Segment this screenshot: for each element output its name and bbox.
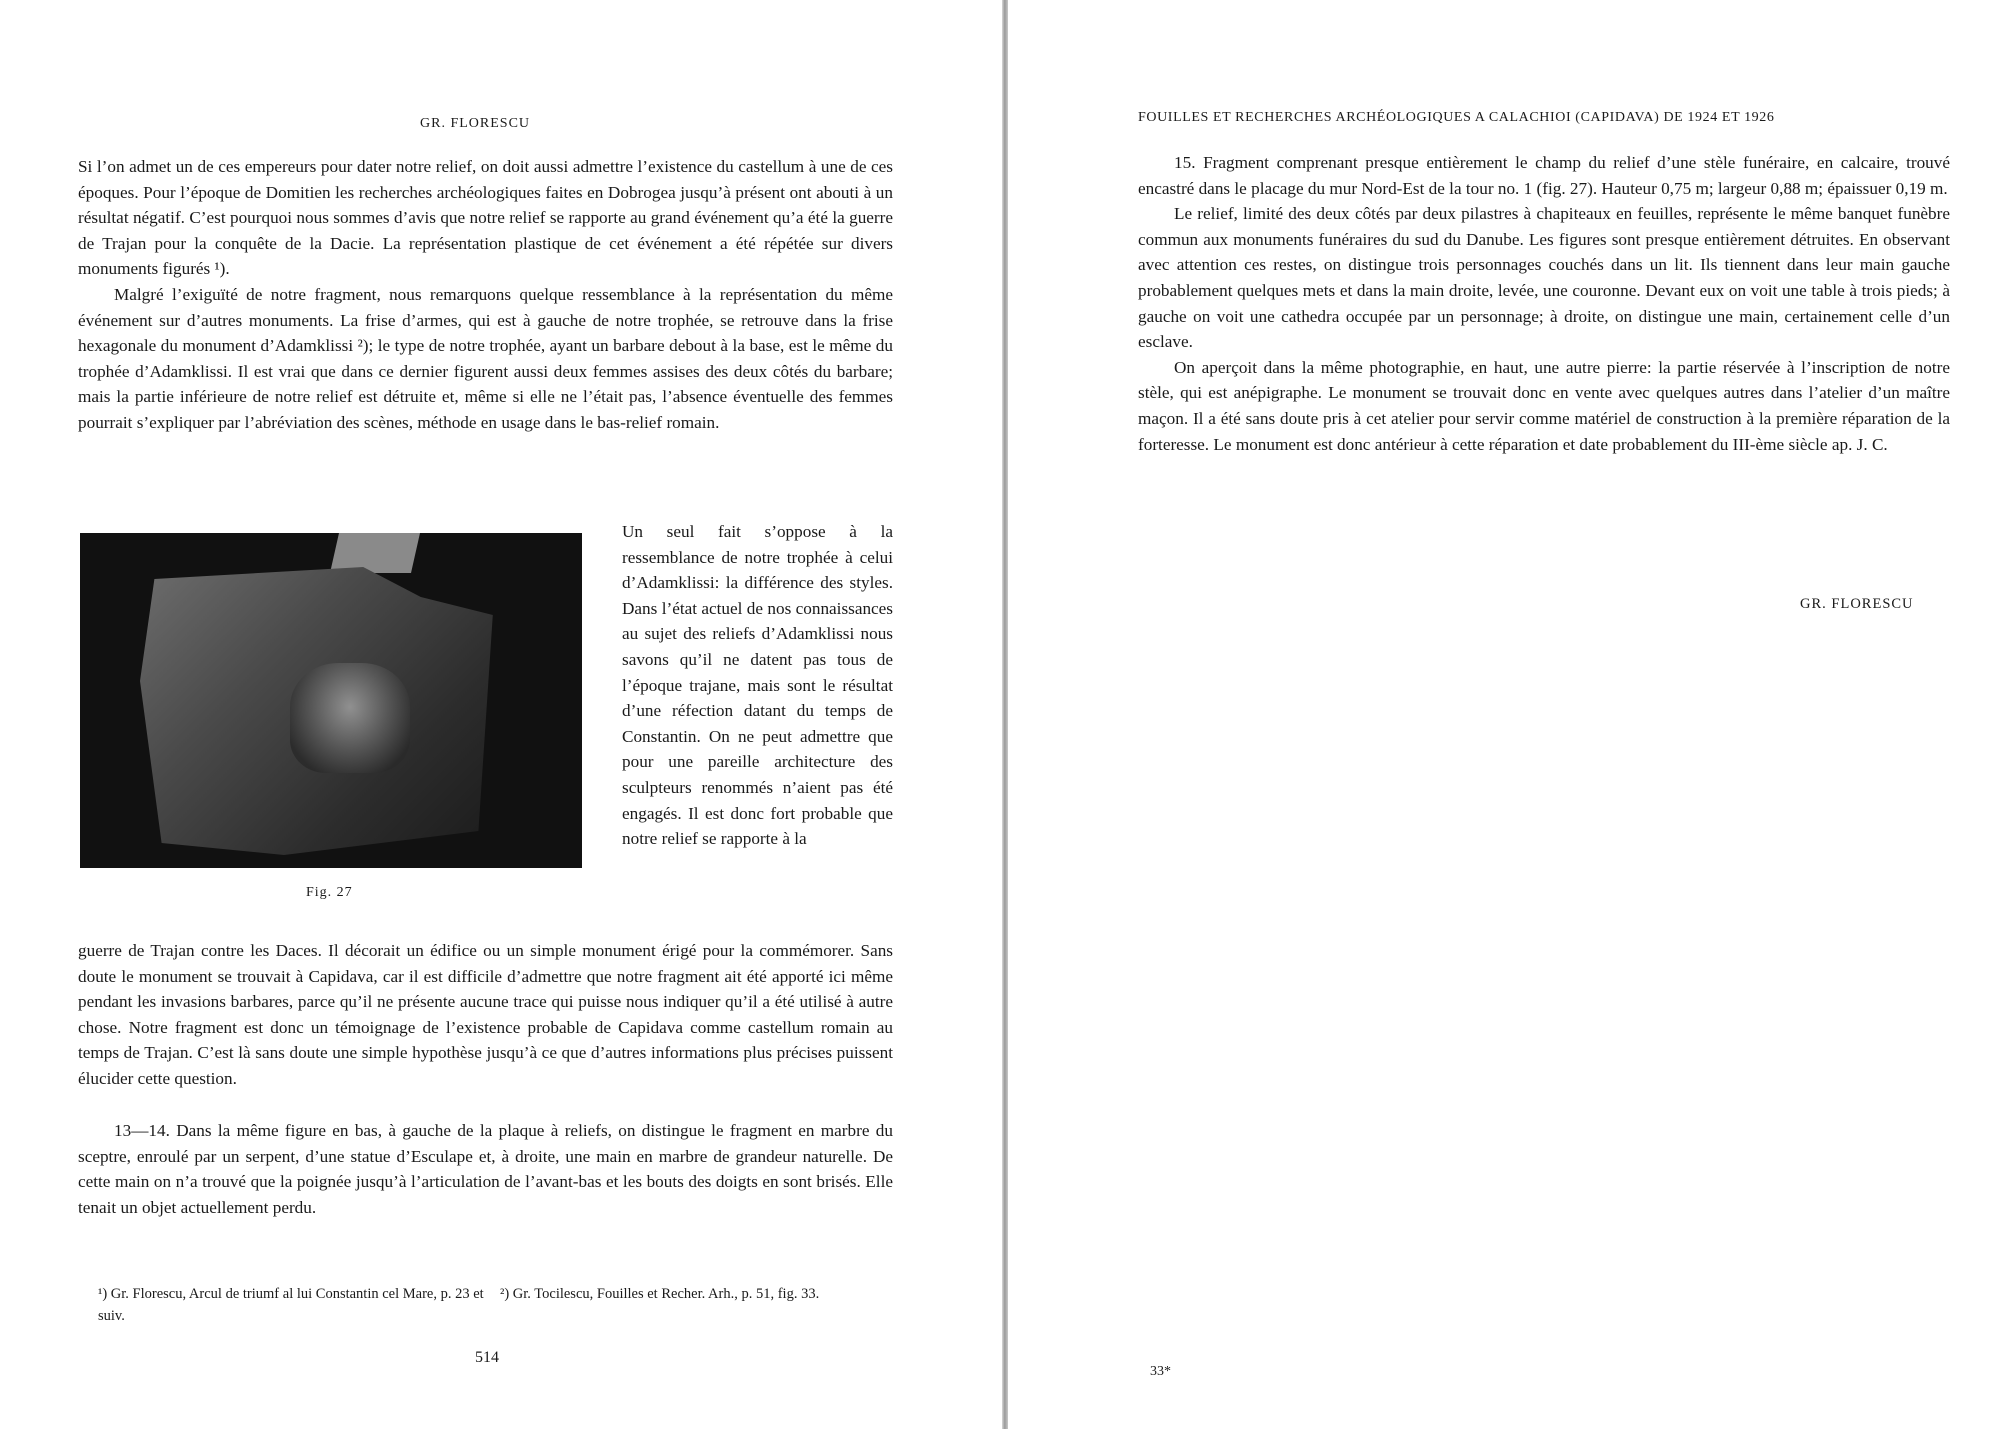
paragraph: 13—14. Dans la même figure en bas, à gauche de la plaque à reliefs, on distingue le fragment en marbre du sceptre, enroulé par un serpent, d’une statue d’Esculape et, à droite, une main en marbre de grandeur naturelle. De cette main on n’a trouvé que la poignée jusqu’à l’articulation de l’avant-bas et les bouts des doigts en sont brisés. Elle tenait un objet actuellement perdu. [78,1121,893,1217]
left-paragraph-13-14 [78,1118,893,1220]
relief-figures [290,663,410,773]
author-signature: GR. FLORESCU [1800,596,1914,612]
paragraph: On aperçoit dans la même photographie, en haut, une autre pierre: la partie réservée à l’inscription de notre stèle, qui est anépigraphe. Le monument se trouvait donc en vente avec quelques autres dans l’atelier d’un maître maçon. Il a été sans doute pris à cet atelier pour servir comme matériel de construction à la première réparation de la forteresse. Le monument est donc antérieur à cette réparation et date probablement du III-ème siècle ap. J. C. [1138,357,1950,454]
running-head-right: FOUILLES ET RECHERCHES ARCHÉOLOGIQUES A CALACHIOI (CAPIDAVA) DE 1924 ET 1926 [1138,110,1775,125]
left-body-top [78,154,893,436]
paragraph: Le relief, limité des deux côtés par deux pilastres à chapiteaux en feuilles, représente le même banquet funèbre commun aux monuments funéraires du sud du Danube. Les figures sont presque entièrement détruites. En observant avec attention ces restes, on distingue trois personnages couchés dans un lit. Ils tiennent dans leur main gauche probablement quelques mets et dans la main droite, levée, une couronne. Devant eux on voit une table à trois pieds; à gauche on voit une cathedra occupée par un personnage; à droite, on distingue une main, certainement celle d’un esclave. [1138,204,1950,352]
page-number-right: 33* [1150,1364,1171,1379]
figure-27-photo [80,533,582,868]
paragraph: guerre de Trajan contre les Daces. Il décorait un édifice ou un simple monument érigé pour la commémorer. Sans doute le monument se trouvait à Capidava, car il est difficile d’admettre que notre fragment ait été apporté ici même pendant les invasions barbares, parce qu’il ne présente aucune trace qui puisse nous indiquer qu’il a été utilisé à autre chose. Notre fragment est donc un témoignage de l’existence probable de Capidava comme castellum romain au temps de Trajan. C’est là sans doute une simple hypothèse jusqu’à ce que d’autres informations plus précises puissent élucider cette question. [78,941,893,1088]
wrap-column-text: Un seul fait s’oppose à la ressemblance de notre trophée à celui d’Adamklissi: la différence des styles. Dans l’état actuel de nos connaissances au sujet des reliefs d’Adamklissi nous savons qu’il ne datent pas tous de l’époque trajane, mais sont le résultat d’une réfection datant du temps de Constantin. On ne peut admettre que pour une pareille architecture des sculpteurs renommés n’aient pas été engagés. Il est donc fort probable que notre relief se rapporte à la [622,522,893,849]
running-head-left: GR. FLORESCU [420,116,531,131]
paragraph: 15. Fragment comprenant presque entièrement le champ du relief d’une stèle funéraire, en calcaire, trouvé encastré dans le placage du mur Nord-Est de la tour no. 1 (fig. 27). Hauteur 0,75 m; largeur 0,88 m; épaissuer 0,19 m. [1138,153,1950,198]
right-body [1138,150,1950,457]
upper-stone-fragment [330,533,420,573]
footnote-2: ²) Gr. Tocilescu, Fouilles et Recher. Arh., p. 51, fig. 33. [500,1286,820,1302]
paragraph: Malgré l’exiguïté de notre fragment, nous remarquons quelque ressemblance à la représentation du même événement sur d’autres monuments. La frise d’armes, qui est à gauche de notre trophée, se retrouve dans la frise hexagonale du monument d’Adamklissi ²); le type de notre trophée, ayant un barbare debout à la base, est le même du trophée d’Adamklissi. Il est vrai que dans ce dernier figurent aussi deux femmes assises des deux côtés du barbare; mais la partie inférieure de notre relief est détruite et, même si elle ne l’était pas, l’absence éventuelle des femmes pourrait s’expliquer par l’abréviation des scènes, méthode en usage dans le bas-relief romain. [78,284,893,432]
footnote-1: ¹) Gr. Florescu, Arcul de triumf al lui Constantin cel Mare, p. 23 et suiv. [98,1286,484,1324]
paragraph: Si l’on admet un de ces empereurs pour dater notre relief, on doit aussi admettre l’existence du castellum à une de ces époques. Pour l’époque de Domitien les recherches archéologiques faites en Dobrogea jusqu’à présent ont abouti à un résultat négatif. C’est pourquoi nous sommes d’avis que notre relief se rapporte au grand événement qu’a été la guerre de Trajan pour la conquête de la Dacie. La représentation plastique de cet événement a été répétée sur divers monuments figurés ¹). [78,157,893,279]
page-number-left: 514 [475,1349,499,1366]
figure-caption: Fig. 27 [306,885,353,900]
book-gutter [1002,0,1008,1429]
left-body-bottom [78,938,893,1092]
right-page [1010,0,2000,1429]
